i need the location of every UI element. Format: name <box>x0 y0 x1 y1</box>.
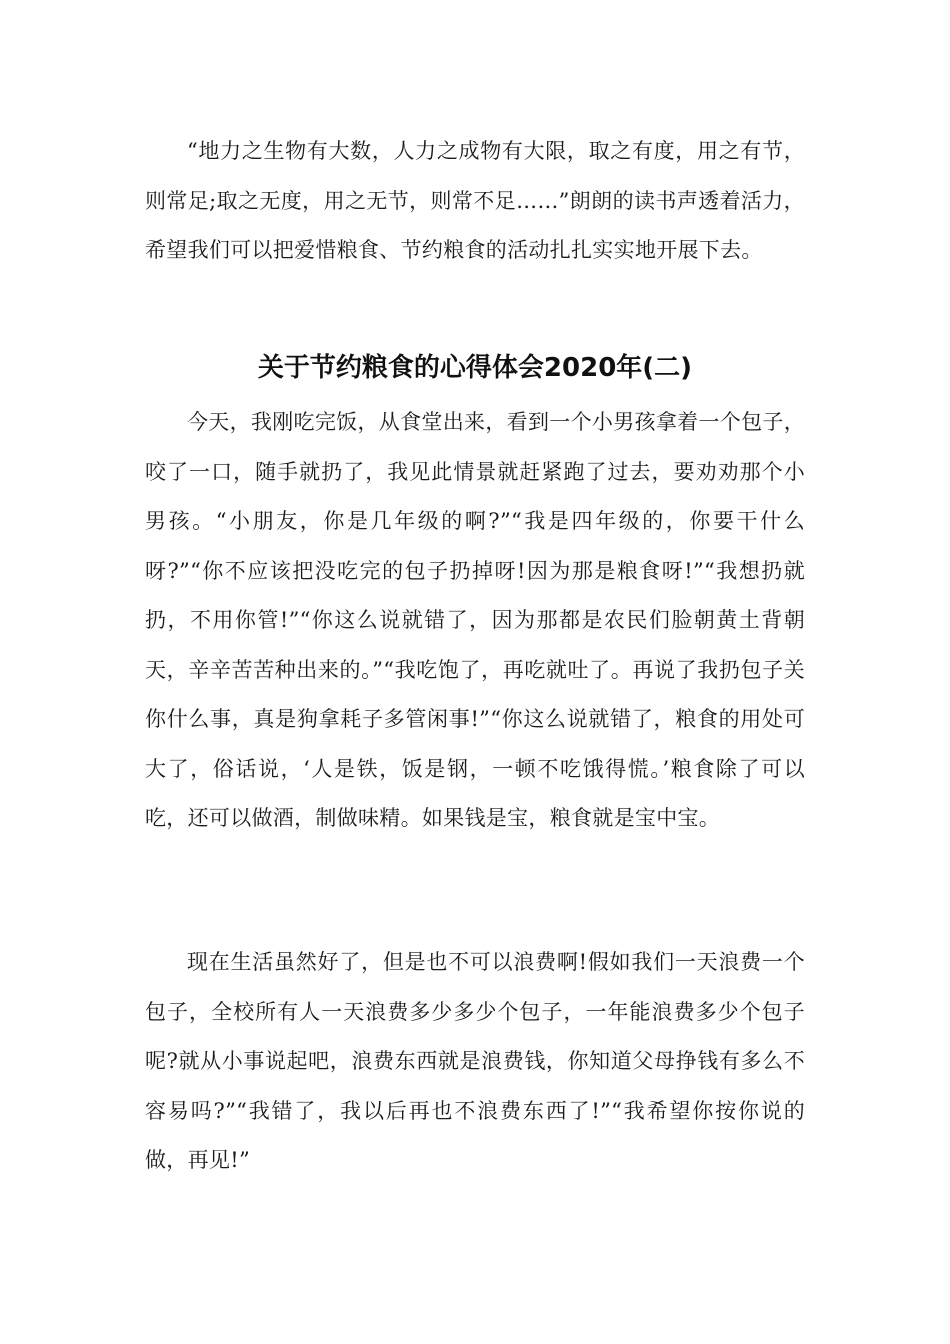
paragraph-block-3 <box>145 938 805 1186</box>
section-title: 关于节约粮食的心得体会2020年(二) <box>257 353 693 383</box>
paragraph-block-1 <box>145 127 805 276</box>
paragraph-reading-quote: “地力之生物有大数，人力之成物有大限，取之有度，用之有节，则常足;取之无度，用之无节，则常不足……”朗朗的读书声透着活力，希望我们可以把爱惜粮食、节约粮食的活动扎扎实实地开展下去。 <box>145 139 805 262</box>
paragraph-conclusion: 现在生活虽然好了，但是也不可以浪费啊!假如我们一天浪费一个包子，全校所有人一天浪费多少多少个包子，一年能浪费多少个包子呢?就从小事说起吧，浪费东西就是浪费钱，你知道父母挣钱有多么不容易吗?”“我错了，我以后再也不浪费东西了!”“我希望你按你说的做，再见!” <box>145 950 805 1172</box>
paragraph-block-2 <box>145 398 805 844</box>
paragraph-boy-dialogue: 今天，我刚吃完饭，从食堂出来，看到一个小男孩拿着一个包子，咬了一口，随手就扔了，我见此情景就赶紧跑了过去，要劝劝那个小男孩。“小朋友，你是几年级的啊?”“我是四年级的，你要干什么呀?”“你不应该把没吃完的包子扔掉呀!因为那是粮食呀!”“我想扔就扔，不用你管!”“你这么说就错了，因为那都是农民们脸朝黄土背朝天，辛辛苦苦种出来的。”“我吃饱了，再吃就吐了。再说了我扔包子关你什么事，真是狗拿耗子多管闲事!”“你这么说就错了，粮食的用处可大了，俗话说，‘人是铁，饭是钢，一顿不吃饿得慌。’粮食除了可以吃，还可以做酒，制做味精。如果钱是宝，粮食就是宝中宝。 <box>145 410 805 830</box>
